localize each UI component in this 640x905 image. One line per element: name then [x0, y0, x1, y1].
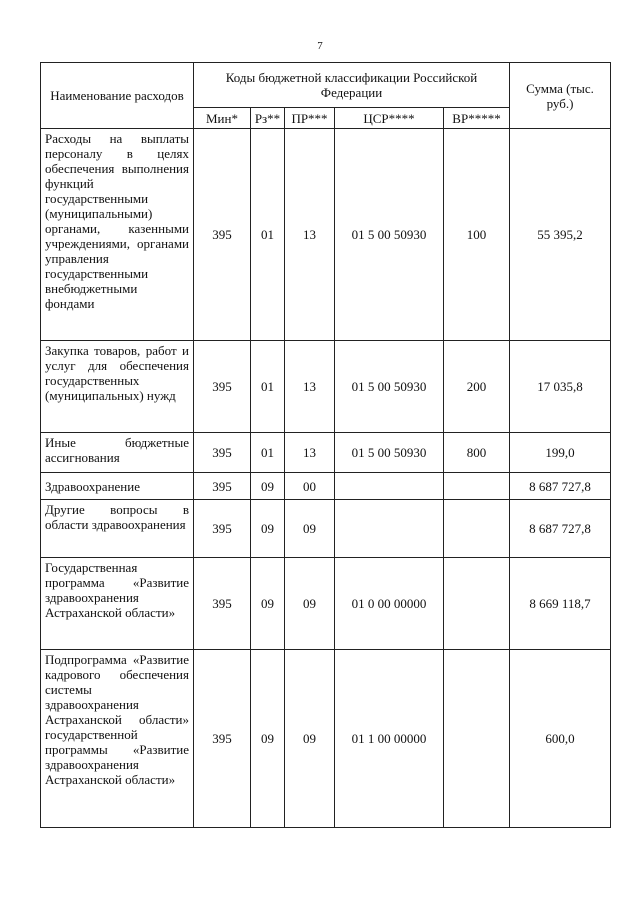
row-min: 395	[194, 473, 251, 500]
table-row	[41, 650, 611, 828]
header-name: Наименование расходов	[41, 63, 194, 129]
row-min: 395	[194, 129, 251, 341]
row-pr: 13	[285, 129, 335, 341]
row-pr: 09	[285, 650, 335, 828]
row-name: Закупка товаров, работ и услуг для обеспечения государственных (муниципальных) нужд	[41, 341, 194, 433]
row-csr: 01 5 00 50930	[335, 341, 444, 433]
table-row	[41, 558, 611, 650]
row-min: 395	[194, 500, 251, 558]
row-csr	[335, 500, 444, 558]
row-sum: 55 395,2	[510, 129, 611, 341]
header-sum: Сумма (тыс. руб.)	[510, 63, 611, 129]
table-row	[41, 129, 611, 341]
row-csr: 01 5 00 50930	[335, 129, 444, 341]
row-pr: 09	[285, 558, 335, 650]
row-rz: 09	[251, 500, 285, 558]
header-pr: ПР***	[285, 108, 335, 129]
row-name: Иные бюджетные ассигнования	[41, 433, 194, 473]
row-rz: 01	[251, 341, 285, 433]
row-vr: 800	[444, 433, 510, 473]
row-name: Другие вопросы в области здравоохранения	[41, 500, 194, 558]
row-vr: 200	[444, 341, 510, 433]
row-vr	[444, 558, 510, 650]
row-name: Подпрограмма «Развитие кадрового обеспечения системы здравоохранения Астраханской области» государственной программы «Развитие здравоохранения Астраханской области»	[41, 650, 194, 828]
row-sum: 8 687 727,8	[510, 500, 611, 558]
header-csr: ЦСР****	[335, 108, 444, 129]
row-rz: 01	[251, 129, 285, 341]
row-vr	[444, 650, 510, 828]
row-sum: 199,0	[510, 433, 611, 473]
header-vr: ВР*****	[444, 108, 510, 129]
row-name: Здравоохранение	[41, 473, 194, 500]
row-rz: 09	[251, 558, 285, 650]
row-min: 395	[194, 341, 251, 433]
header-rz: Рз**	[251, 108, 285, 129]
row-pr: 13	[285, 433, 335, 473]
row-pr: 09	[285, 500, 335, 558]
row-rz: 01	[251, 433, 285, 473]
row-vr: 100	[444, 129, 510, 341]
row-sum: 8 687 727,8	[510, 473, 611, 500]
table-row	[41, 341, 611, 433]
table-row	[41, 433, 611, 473]
row-pr: 00	[285, 473, 335, 500]
row-sum: 600,0	[510, 650, 611, 828]
row-name: Государственная программа «Развитие здравоохранения Астраханской области»	[41, 558, 194, 650]
row-rz: 09	[251, 650, 285, 828]
row-csr: 01 5 00 50930	[335, 433, 444, 473]
table-row	[41, 473, 611, 500]
row-pr: 13	[285, 341, 335, 433]
row-min: 395	[194, 650, 251, 828]
row-vr	[444, 500, 510, 558]
row-sum: 17 035,8	[510, 341, 611, 433]
row-min: 395	[194, 558, 251, 650]
header-min: Мин*	[194, 108, 251, 129]
row-csr: 01 0 00 00000	[335, 558, 444, 650]
row-csr: 01 1 00 00000	[335, 650, 444, 828]
row-sum: 8 669 118,7	[510, 558, 611, 650]
page-number: 7	[317, 40, 323, 52]
row-vr	[444, 473, 510, 500]
header-codes-group: Коды бюджетной классификации Российской Федерации	[194, 63, 510, 108]
row-csr	[335, 473, 444, 500]
row-rz: 09	[251, 473, 285, 500]
budget-table	[40, 62, 611, 828]
row-min: 395	[194, 433, 251, 473]
table-row	[41, 500, 611, 558]
row-name: Расходы на выплаты персоналу в целях обеспечения выполнения функций государственными (муниципальными) органами, казенными учреждениями, органами управления государственными внебюджетными фондами	[41, 129, 194, 341]
